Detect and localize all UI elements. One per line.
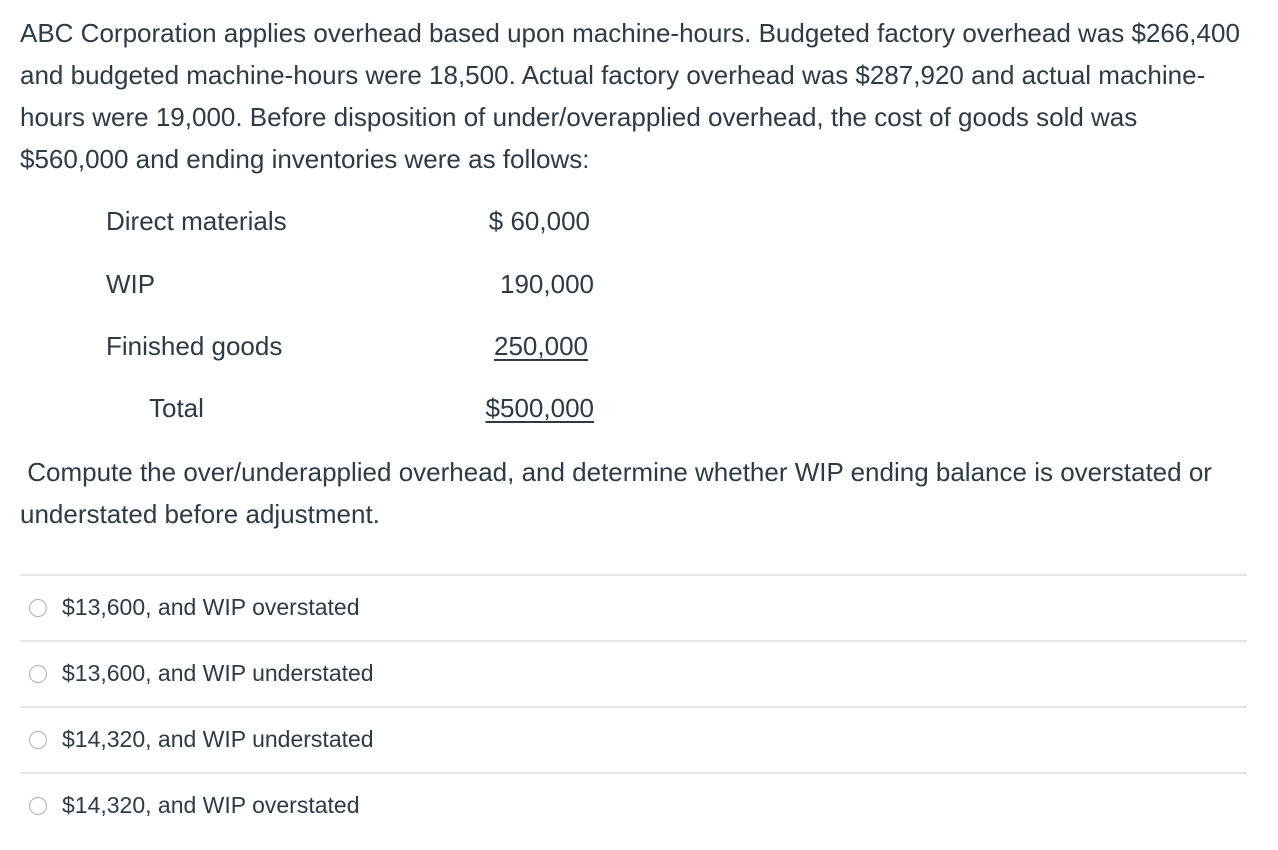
answer-label: $14,320, and WIP overstated: [62, 792, 360, 818]
inventory-row-finished-goods: [106, 326, 594, 366]
radio-button[interactable]: [29, 599, 47, 617]
answer-option[interactable]: [20, 574, 1247, 640]
question-intro: ABC Corporation applies overhead based upon machine-hours. Budgeted factory overhead was $266,400 and budgeted machine-hours were 18,500. Actual factory overhead was $287,920 and actual machine-hours were 19,000. Before disposition of under/overapplied overhead, the cost of goods sold was $560,000 and ending inventories were as follows:: [20, 18, 1240, 174]
inventory-row-wip: [106, 264, 594, 304]
inventory-row-direct-materials: [106, 201, 594, 241]
answer-list: [20, 574, 1247, 838]
inventory-value: $500,000: [485, 393, 594, 423]
inventory-label: Finished goods: [106, 331, 283, 361]
answer-label: $13,600, and WIP understated: [62, 660, 374, 686]
inventory-value: 190,000: [500, 269, 594, 299]
radio-button[interactable]: [29, 797, 47, 815]
question-prompt-text: Compute the over/underapplied overhead, and determine whether WIP ending balance is overstated or understated before adjustment.: [20, 457, 1212, 529]
answer-label: $14,320, and WIP understated: [62, 726, 374, 752]
answer-option[interactable]: [20, 640, 1247, 706]
answer-option[interactable]: [20, 772, 1247, 838]
radio-button[interactable]: [29, 665, 47, 683]
inventory-table: [106, 201, 594, 441]
answer-label: $13,600, and WIP overstated: [62, 594, 360, 620]
inventory-label: Total: [149, 393, 204, 423]
inventory-label: Direct materials: [106, 206, 287, 236]
question-prompt: [20, 451, 1245, 535]
radio-button[interactable]: [29, 731, 47, 749]
inventory-row-total: [106, 388, 594, 428]
inventory-label: WIP: [106, 269, 156, 299]
inventory-value: $ 60,000: [488, 206, 590, 236]
answer-option[interactable]: [20, 706, 1247, 772]
inventory-value: 250,000: [494, 331, 588, 361]
